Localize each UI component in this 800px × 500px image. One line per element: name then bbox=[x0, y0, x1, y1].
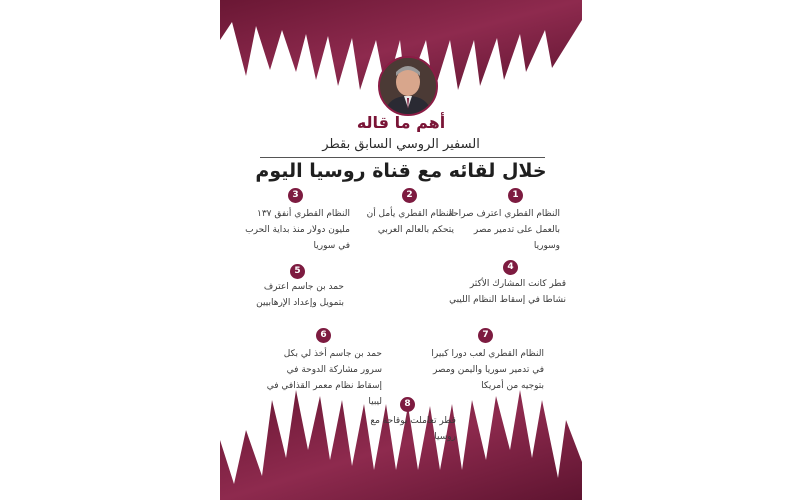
item-number-badge: 1 bbox=[508, 188, 523, 203]
item-number-badge: 7 bbox=[478, 328, 493, 343]
item-number-badge: 2 bbox=[402, 188, 417, 203]
item-number-badge: 8 bbox=[400, 397, 415, 412]
item-text: النظام القطري أنفق ١٣٧ مليون دولار منذ بداية الحرب في سوريا bbox=[245, 209, 350, 251]
poster-subtitle: السفير الروسي السابق بقطر bbox=[322, 137, 480, 152]
item-text: قطر كانت المشارك الأكثر نشاطا في إسقاط النظام الليبي bbox=[449, 279, 566, 305]
item-number-badge: 6 bbox=[316, 328, 331, 343]
person-portrait-icon bbox=[380, 58, 436, 114]
item-number-badge: 3 bbox=[288, 188, 303, 203]
item-number-badge: 4 bbox=[503, 260, 518, 275]
item-number-badge: 5 bbox=[290, 264, 305, 279]
item-text: النظام القطري اعترف صراحة بالعمل على تدمير مصر وسوريا bbox=[448, 209, 560, 251]
item-text: النظام القطري لعب دورا كبيرا في تدمير سوريا واليمن ومصر بتوجيه من أمريكا bbox=[431, 349, 544, 391]
item-text: النظام القطري يأمل أن يتحكم بالعالم العربي bbox=[366, 209, 454, 235]
poster-title: أهم ما قاله bbox=[356, 113, 446, 132]
item-text: حمد بن جاسم أخذ لي بكل سرور مشاركة الدوحة في إسقاط نظام معمر القذافي في ليبيا bbox=[266, 349, 382, 407]
item-text: حمد بن جاسم اعترف بتمويل وإعداد الإرهابيين bbox=[256, 282, 344, 308]
ambassador-portrait bbox=[378, 56, 438, 116]
poster-headline: خلال لقائه مع قناة روسيا اليوم bbox=[255, 160, 547, 182]
item-text: قطر تعاملت بوقاحة مع روسيا bbox=[370, 416, 456, 442]
infographic-poster bbox=[220, 0, 582, 500]
title-divider bbox=[260, 157, 545, 158]
